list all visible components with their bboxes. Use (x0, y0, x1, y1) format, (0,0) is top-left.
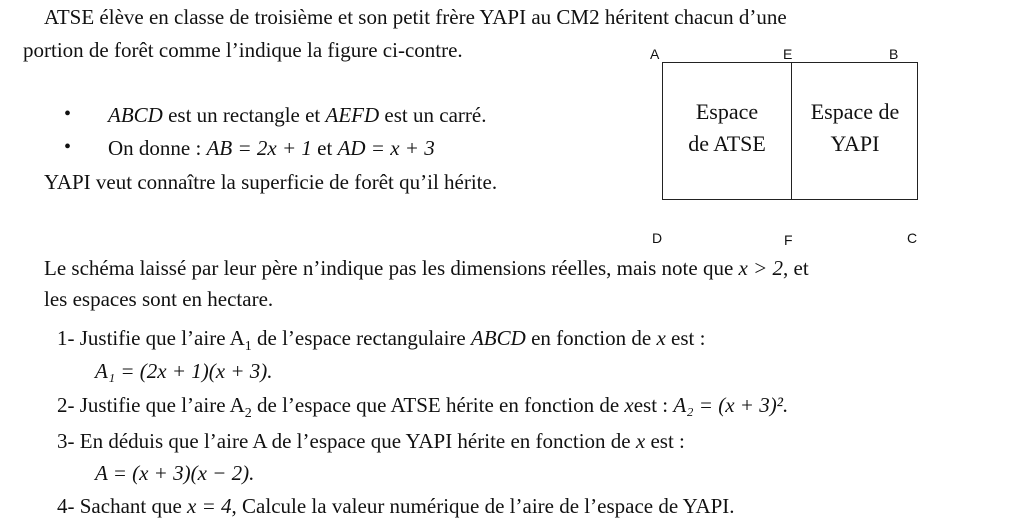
figure-atse-line-1: Espace (695, 99, 759, 124)
schema-line-2: les espaces sont en hectare. (44, 287, 274, 311)
schema-line-1-math: x > 2 (738, 256, 784, 280)
figure-label-a: A (650, 46, 660, 62)
figure-yapi-area (793, 96, 917, 160)
figure-atse-area (664, 96, 790, 160)
question-1-mid-2: en fonction de (525, 326, 657, 350)
figure-yapi-line-1: Espace de (810, 99, 900, 124)
question-3 (57, 428, 685, 454)
intro-line-2: portion de forêt comme l’indique la figure ci-contre. (23, 38, 463, 62)
figure-label-e: E (783, 46, 793, 62)
schema-line-1-text: Le schéma laissé par leur père n’indique pas les dimensions réelles, mais note que (44, 256, 739, 280)
question-2-prefix: 2- Justifie que l’aire A (57, 393, 245, 417)
figure-divider-ef (791, 62, 792, 200)
question-1-sub: 1 (244, 339, 252, 355)
question-4-math: x = 4 (187, 494, 232, 518)
bullet-1-text-1: est un rectangle et (162, 103, 326, 127)
schema-line-1 (44, 255, 809, 281)
bullet-2-marker: • (64, 136, 72, 158)
question-1-math: ABCD (470, 326, 526, 350)
question-2-formula: A₂ = (x + 3)². (673, 393, 789, 417)
bullet-2-text-1: On donne : (108, 136, 207, 160)
bullet-1-math-abcd: ABCD (108, 103, 163, 127)
schema-line-1-end: , et (783, 256, 809, 280)
figure-label-c: C (907, 230, 918, 246)
question-1-x: x (656, 326, 666, 350)
question-2-mid: de l’espace que ATSE hérite en fonction de (251, 393, 625, 417)
bullet-1-text-2: est un carré. (379, 103, 487, 127)
question-4-prefix: 4- Sachant que (57, 494, 188, 518)
figure-label-b: B (889, 46, 899, 62)
intro-line-1: ATSE élève en classe de troisième et son petit frère YAPI au CM2 héritent chacun d’une (44, 5, 787, 29)
bullet-2-text-2: et (311, 136, 338, 160)
question-1-formula: A₁ = (2x + 1)(x + 3). (95, 359, 273, 383)
question-1-end: est : (665, 326, 706, 350)
question-1-mid: de l’espace rectangulaire (251, 326, 471, 350)
question-4-end: , Calcule la valeur numérique de l’aire de l’espace de YAPI. (231, 494, 735, 518)
figure-label-f: F (784, 232, 793, 248)
question-3-formula: A = (x + 3)(x − 2). (95, 461, 255, 485)
bullet-2-text (108, 135, 435, 161)
question-1-prefix: 1- Justifie que l’aire A (57, 326, 245, 350)
question-3-prefix: 3- En déduis que l’aire A de l’espace que YAPI hérite en fonction de (57, 429, 636, 453)
question-1 (57, 325, 705, 360)
question-3-x: x (635, 429, 646, 453)
bullet-1-math-aefd: AEFD (325, 103, 380, 127)
question-2-x: x (624, 393, 634, 417)
figure-yapi-line-2: YAPI (830, 131, 880, 156)
figure-atse-line-2: de ATSE (688, 131, 766, 156)
figure-label-d: D (652, 230, 663, 246)
question-3-end: est : (645, 429, 685, 453)
bullet-2-math-ad: AD = x + 3 (337, 136, 435, 160)
yapi-line: YAPI veut connaître la superficie de forêt qu’il hérite. (44, 170, 498, 194)
bullet-1-marker: • (64, 103, 72, 125)
question-4 (57, 493, 735, 519)
question-2 (57, 392, 788, 427)
question-2-end: est : (633, 393, 674, 417)
bullet-2-math-ab: AB = 2x + 1 (206, 136, 312, 160)
bullet-1-text (108, 102, 486, 128)
question-2-sub: 2 (244, 406, 252, 422)
